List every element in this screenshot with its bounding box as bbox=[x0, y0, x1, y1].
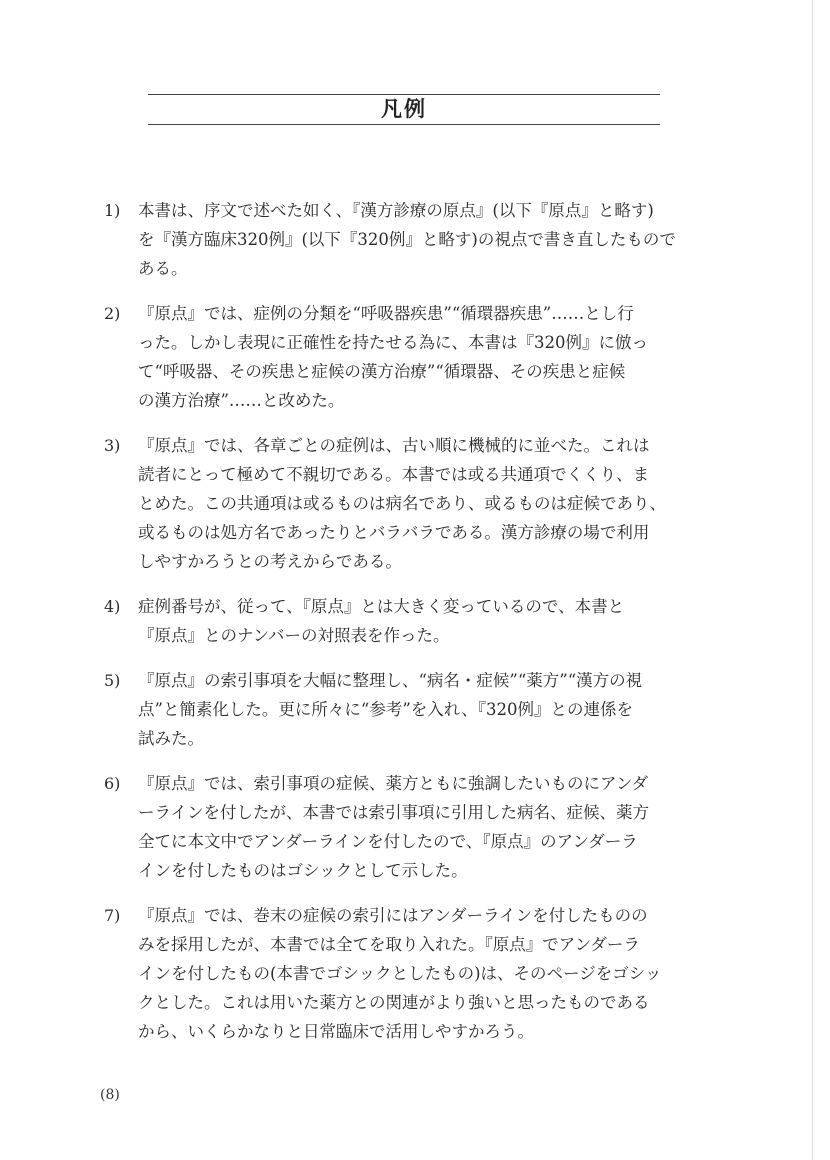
note-line: 点”と簡素化した。更に所々に“参考”を入れ、『320例』との連係を bbox=[138, 700, 634, 719]
note-line: 読者にとって極めて不親切である。本書では或る共通項でくくり、ま bbox=[138, 465, 650, 484]
note-number: 4) bbox=[104, 597, 121, 616]
note-line: インを付したもの(本書でゴシックとしたもの)は、そのページをゴシッ bbox=[138, 964, 662, 983]
note-item-2 bbox=[104, 299, 704, 415]
title-block bbox=[148, 94, 660, 128]
note-item-1 bbox=[104, 196, 704, 283]
note-line: の漢方治療”……と改めた。 bbox=[138, 391, 345, 410]
note-item-5 bbox=[104, 666, 704, 753]
note-line: て“呼吸器、その疾患と症候の漢方治療”“循環器、その疾患と症候 bbox=[138, 362, 626, 381]
note-line: しやすかろうとの考えからである。 bbox=[138, 552, 402, 571]
note-line: ーラインを付したが、本書では索引事項に引用した病名、症候、薬方 bbox=[138, 803, 650, 822]
note-number: 5) bbox=[104, 671, 121, 690]
title-rule-bottom bbox=[148, 124, 660, 125]
note-line: 『原点』では、各章ごとの症例は、古い順に機械的に並べた。これは bbox=[138, 436, 650, 455]
note-number: 7) bbox=[104, 906, 121, 925]
note-text bbox=[138, 901, 704, 1046]
note-line: 『原点』では、症例の分類を“呼吸器疾患”“循環器疾患”……とし行 bbox=[138, 304, 634, 323]
note-line: 試みた。 bbox=[138, 729, 204, 748]
note-line: 『原点』とのナンバーの対照表を作った。 bbox=[138, 626, 450, 645]
page-edge-line bbox=[812, 0, 813, 1160]
title-rule-top bbox=[148, 94, 660, 95]
note-line: ある。 bbox=[138, 259, 188, 278]
note-text bbox=[138, 431, 704, 576]
note-line: った。しかし表現に正確性を持たせる為に、本書は『320例』に倣っ bbox=[138, 333, 648, 352]
note-number: 2) bbox=[104, 304, 121, 323]
note-line: 『原点』では、索引事項の症候、薬方ともに強調したいものにアンダ bbox=[138, 774, 649, 793]
notes-list bbox=[104, 196, 704, 1062]
note-item-6 bbox=[104, 769, 704, 885]
note-line: を『漢方臨床320例』(以下『320例』と略す)の視点で書き直したもので bbox=[138, 230, 676, 249]
note-line: インを付したものはゴシックとして示した。 bbox=[138, 861, 468, 880]
note-line: 本書は、序文で述べた如く、『漢方診療の原点』(以下『原点』と略す) bbox=[138, 201, 654, 220]
note-line: 或るものは処方名であったりとバラバラである。漢方診療の場で利用 bbox=[138, 523, 650, 542]
note-text bbox=[138, 592, 704, 650]
note-text bbox=[138, 666, 704, 753]
note-text bbox=[138, 299, 704, 415]
note-item-3 bbox=[104, 431, 704, 576]
note-line: 全てに本文中でアンダーラインを付したので、『原点』のアンダーラ bbox=[138, 832, 638, 851]
note-line: とめた。この共通項は或るものは病名であり、或るものは症候であり、 bbox=[138, 494, 666, 513]
note-number: 3) bbox=[104, 436, 121, 455]
note-line: から、いくらかなりと日常臨床で活用しやすかろう。 bbox=[138, 1022, 534, 1041]
note-item-4 bbox=[104, 592, 704, 650]
note-item-7 bbox=[104, 901, 704, 1046]
note-line: クとした。これは用いた薬方との関連がより強いと思ったものである bbox=[138, 993, 650, 1012]
note-line: 症例番号が、従って、『原点』とは大きく変っているので、本書と bbox=[138, 597, 625, 616]
page-title: 凡例 bbox=[381, 97, 427, 121]
note-text bbox=[138, 769, 704, 885]
note-number: 6) bbox=[104, 774, 121, 793]
note-line: みを採用したが、本書では全てを取り入れた。『原点』でアンダーラ bbox=[138, 935, 640, 954]
note-line: 『原点』の索引事項を大幅に整理し、“病名・症候”“薬方”“漢方の視 bbox=[138, 671, 643, 690]
note-text bbox=[138, 196, 704, 283]
note-line: 『原点』では、巻末の症候の索引にはアンダーラインを付したものの bbox=[138, 906, 648, 925]
note-number: 1) bbox=[104, 201, 121, 220]
page-number: (8) bbox=[100, 1087, 120, 1103]
